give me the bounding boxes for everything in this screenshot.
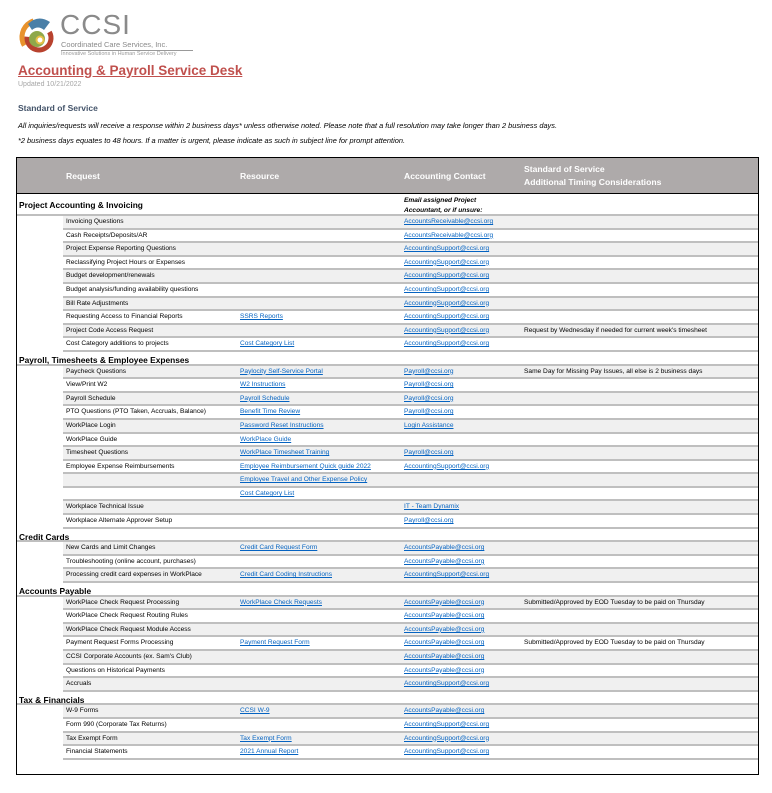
timing-note: Submitted/Approved by EOD Tuesday to be paid on Thursday [524, 639, 705, 647]
contact-link[interactable]: AccountsPayable@ccsi.org [404, 544, 485, 552]
request-label: WorkPlace Check Request Processing [66, 598, 180, 606]
header-resource: Resource [240, 171, 280, 181]
contact-link[interactable]: AccountsPayable@ccsi.org [404, 557, 485, 565]
table-row [17, 406, 758, 420]
table-row [17, 447, 758, 461]
request-label: W-9 Forms [66, 707, 99, 715]
request-label: Accruals [66, 680, 92, 688]
table-row [17, 651, 758, 665]
row-band [63, 474, 758, 488]
table-row [17, 298, 758, 312]
resource-link[interactable]: Payment Request Form [240, 639, 310, 647]
contact-note-line2: Accountant, or if unsure: [404, 207, 483, 214]
table-row [17, 665, 758, 679]
header-request: Request [66, 171, 100, 181]
table-row [17, 230, 758, 244]
contact-link[interactable]: AccountsPayable@ccsi.org [404, 653, 485, 660]
contact-link[interactable]: AccountingSupport@ccsi.org [404, 748, 490, 756]
resource-link[interactable]: Paylocity Self-Service Portal [240, 367, 323, 375]
table-row [17, 719, 758, 733]
row-band [63, 434, 758, 448]
table-row [17, 597, 758, 611]
request-label: Workplace Alternate Approver Setup [66, 517, 173, 525]
ccsi-logo [18, 10, 218, 56]
request-label: WorkPlace Login [66, 421, 116, 429]
request-label: New Cards and Limit Changes [66, 544, 156, 552]
contact-note-line1: Email assigned Project [404, 197, 477, 204]
request-label: Budget analysis/funding availability questions [66, 285, 199, 293]
contact-link[interactable]: AccountsPayable@ccsi.org [404, 598, 485, 606]
contact-link[interactable]: AccountsPayable@ccsi.org [404, 639, 485, 647]
row-band [17, 583, 758, 597]
table-row [17, 379, 758, 393]
updated-date: Updated 10/21/2022 [18, 81, 82, 88]
contact-note [404, 196, 482, 216]
section-title: Credit Cards [19, 531, 70, 542]
table-body [17, 194, 758, 760]
resource-link[interactable]: WorkPlace Check Requests [240, 598, 322, 606]
contact-link[interactable]: AccountingSupport@ccsi.org [404, 340, 490, 348]
table-header [17, 158, 758, 194]
contact-link[interactable]: AccountsReceivable@ccsi.org [404, 218, 494, 225]
section-title: Accounts Payable [19, 586, 92, 597]
resource-link[interactable]: W2 Instructions [240, 381, 286, 389]
request-label: Financial Statements [66, 748, 128, 756]
business-days-note: *2 business days equates to 48 hours. If a matter is urgent, please indicate as such in subject line for prompt attention. [18, 136, 405, 145]
request-label: Reclassifying Project Hours or Expenses [66, 258, 186, 266]
request-label: Project Expense Reporting Questions [66, 245, 176, 253]
service-desk-table [16, 157, 759, 775]
resource-link[interactable]: Tax Exempt Form [240, 734, 292, 742]
table-row [17, 474, 758, 488]
table-row [17, 501, 758, 515]
table-row [17, 678, 758, 692]
request-label: Workplace Technical Issue [66, 503, 144, 511]
request-label: Invoicing Questions [66, 218, 124, 225]
logo-name: CCSI [60, 9, 131, 40]
table-row [17, 338, 758, 352]
contact-link[interactable]: AccountsPayable@ccsi.org [404, 707, 485, 715]
resource-link[interactable]: SSRS Reports [240, 313, 283, 321]
section-header [17, 583, 758, 597]
table-row [17, 243, 758, 257]
timing-note: Same Day for Missing Pay Issues, all else is 2 business days [524, 367, 703, 375]
resource-link[interactable]: Employee Travel and Other Expense Policy [240, 476, 368, 484]
request-label: Project Code Access Request [66, 326, 154, 334]
contact-link[interactable]: AccountingSupport@ccsi.org [404, 680, 490, 688]
section-header [17, 194, 758, 216]
table-row [17, 733, 758, 747]
table-row [17, 393, 758, 407]
contact-link[interactable]: IT - Team Dynamix [404, 503, 460, 511]
contact-link[interactable]: AccountingSupport@ccsi.org [404, 734, 490, 742]
contact-link[interactable]: AccountingSupport@ccsi.org [404, 720, 490, 728]
header-contact: Accounting Contact [404, 171, 486, 181]
request-label: Paycheck Questions [66, 367, 127, 375]
contact-link[interactable]: Payroll@ccsi.org [404, 367, 454, 375]
row-band [17, 529, 758, 543]
contact-link[interactable]: AccountsReceivable@ccsi.org [404, 231, 494, 239]
logo-subtitle: Coordinated Care Services, Inc. [61, 40, 168, 49]
contact-link[interactable]: Payroll@ccsi.org [404, 381, 454, 389]
table-row [17, 488, 758, 502]
timing-note: Submitted/Approved by EOD Tuesday to be paid on Thursday [524, 598, 705, 606]
timing-note: Request by Wednesday if needed for current week's timesheet [524, 326, 707, 334]
table-row [17, 325, 758, 339]
resource-link[interactable]: Credit Card Request Form [240, 544, 318, 552]
request-label: WorkPlace Check Request Module Access [66, 625, 191, 633]
request-label: Payroll Schedule [66, 394, 116, 402]
contact-link[interactable]: Payroll@ccsi.org [404, 517, 454, 525]
resource-link[interactable]: Payroll Schedule [240, 394, 290, 402]
section-title: Project Accounting & Invoicing [19, 200, 143, 210]
request-label: Tax Exempt Form [66, 734, 118, 742]
request-label: PTO Questions (PTO Taken, Accruals, Balance) [66, 408, 206, 416]
table-row [17, 637, 758, 651]
table-row [17, 284, 758, 298]
contact-link[interactable]: AccountingSupport@ccsi.org [404, 285, 490, 293]
request-label: Timesheet Questions [66, 449, 129, 457]
logo-tagline: Innovative Solutions in Human Service Delivery [61, 51, 177, 57]
contact-link[interactable]: AccountsPayable@ccsi.org [404, 612, 485, 620]
resource-link[interactable]: WorkPlace Guide [240, 435, 292, 443]
request-label: WorkPlace Check Request Routing Rules [66, 612, 188, 620]
table-row [17, 569, 758, 583]
request-label: WorkPlace Guide [66, 435, 118, 443]
section-title: Tax & Financials [19, 694, 85, 705]
table-row [17, 366, 758, 380]
contact-link[interactable]: AccountingSupport@ccsi.org [404, 571, 490, 579]
table-row [17, 746, 758, 760]
request-label: Troubleshooting (online account, purchases) [66, 557, 196, 565]
request-label: View/Print W2 [66, 381, 108, 389]
resource-link[interactable]: CCSI W-9 [240, 707, 270, 715]
request-label: Form 990 (Corporate Tax Returns) [66, 720, 167, 728]
section-header [17, 529, 758, 543]
contact-link[interactable]: AccountsPayable@ccsi.org [404, 625, 485, 633]
header-sos-line2: Additional Timing Considerations [524, 177, 662, 187]
row-band [63, 488, 758, 502]
table-row [17, 434, 758, 448]
section-header [17, 692, 758, 706]
resource-link[interactable]: 2021 Annual Report [240, 748, 299, 756]
table-row [17, 257, 758, 271]
request-label: Cost Category additions to projects [66, 340, 169, 348]
contact-link[interactable]: AccountingSupport@ccsi.org [404, 245, 490, 253]
contact-link[interactable]: Payroll@ccsi.org [404, 449, 454, 457]
header-standard-of-service [524, 163, 661, 189]
request-label: Processing credit card expenses in WorkPlace [66, 571, 202, 579]
request-label: Employee Expense Reimbursements [66, 462, 175, 470]
resource-link[interactable]: Benefit Time Review [240, 408, 301, 416]
ccsi-logo-icon [18, 14, 60, 56]
request-label: Bill Rate Adjustments [66, 299, 129, 307]
contact-link[interactable]: AccountingSupport@ccsi.org [404, 299, 490, 307]
header-sos-line1: Standard of Service [524, 164, 605, 174]
contact-link[interactable]: AccountsPayable@ccsi.org [404, 666, 485, 674]
table-row [17, 556, 758, 570]
contact-link[interactable]: AccountingSupport@ccsi.org [404, 462, 490, 470]
resource-link[interactable]: WorkPlace Timesheet Training [240, 449, 330, 457]
request-label: CCSI Corporate Accounts (ex. Sam's Club) [66, 653, 192, 660]
contact-link[interactable]: AccountingSupport@ccsi.org [404, 326, 490, 334]
table-row [17, 624, 758, 638]
request-label: Questions on Historical Payments [66, 666, 165, 674]
request-label: Requesting Access to Financial Reports [66, 313, 183, 321]
contact-link[interactable]: Payroll@ccsi.org [404, 394, 454, 402]
request-label: Budget development/renewals [66, 272, 155, 280]
page-title[interactable]: Accounting & Payroll Service Desk [18, 63, 243, 78]
table-row [17, 705, 758, 719]
table-row [17, 216, 758, 230]
table-row [17, 420, 758, 434]
contact-link[interactable]: Payroll@ccsi.org [404, 408, 454, 416]
table-row [17, 515, 758, 529]
row-band [17, 692, 758, 706]
resource-link[interactable]: Cost Category List [240, 489, 295, 497]
table-row [17, 542, 758, 556]
table-row [17, 311, 758, 325]
request-label: Cash Receipts/Deposits/AR [66, 231, 148, 239]
table-row [17, 270, 758, 284]
contact-link[interactable]: Login Assistance [404, 421, 454, 429]
resource-link[interactable]: Credit Card Coding Instructions [240, 571, 332, 579]
contact-link[interactable]: AccountingSupport@ccsi.org [404, 313, 490, 321]
resource-link[interactable]: Employee Reimbursement Quick guide 2022 [240, 462, 371, 470]
standard-of-service-heading: Standard of Service [18, 103, 98, 113]
section-title: Payroll, Timesheets & Employee Expenses [19, 354, 190, 365]
response-time-note: All inquiries/requests will receive a response within 2 business days* unless otherwise noted. Please note that a full resolution may take longer than 2 business days. [18, 121, 557, 130]
request-label: Payment Request Forms Processing [66, 639, 174, 647]
resource-link[interactable]: Cost Category List [240, 340, 295, 348]
table-row [17, 461, 758, 475]
table-row [17, 610, 758, 624]
section-header [17, 352, 758, 366]
contact-link[interactable]: AccountingSupport@ccsi.org [404, 272, 490, 280]
contact-link[interactable]: AccountingSupport@ccsi.org [404, 258, 490, 266]
resource-link[interactable]: Password Reset Instructions [240, 421, 324, 429]
